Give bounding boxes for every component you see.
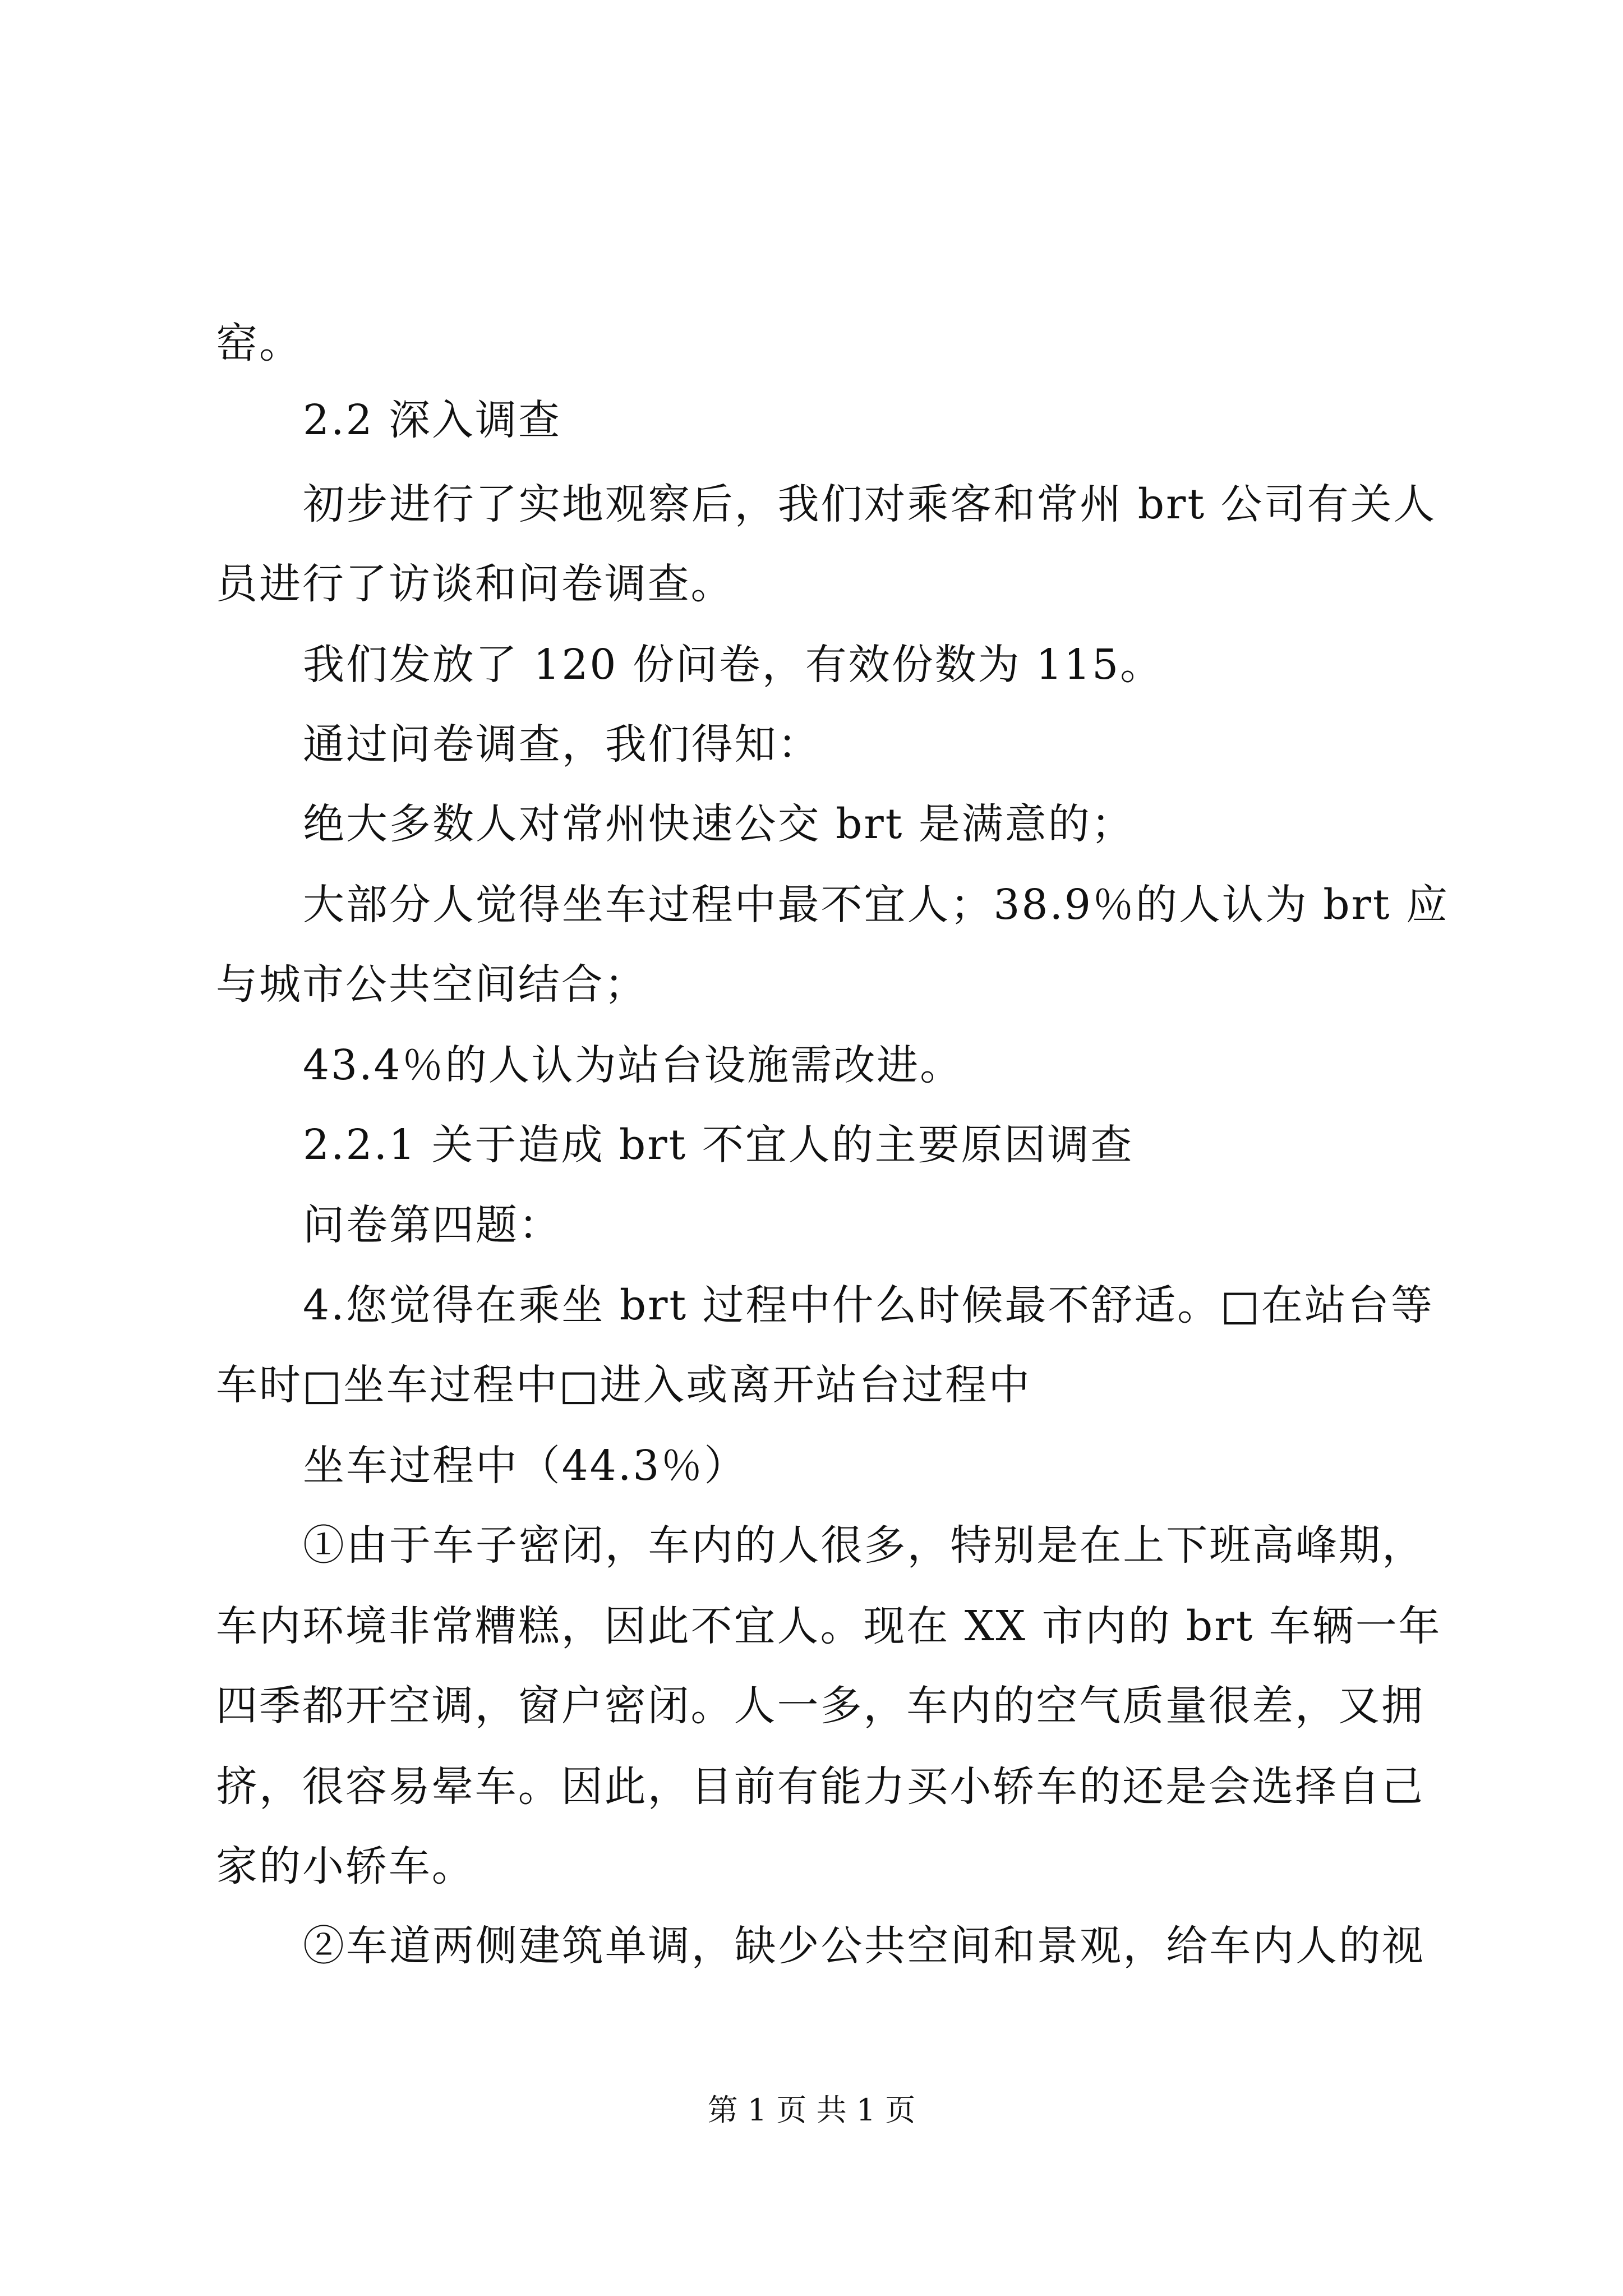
section-heading-2-2-1: 2.2.1 关于造成 brt 不宜人的主要原因调查 [303,1121,1134,1169]
text-line-18: 四季都开空调，窗户密闭。人一多，车内的空气质量很差，又拥 [216,1682,1424,1730]
text-line-3: 初步进行了实地观察后，我们对乘客和常州 brt 公司有关人 [303,480,1437,528]
text-line-5: 我们发放了 120 份问卷，有效份数为 115。 [303,641,1164,689]
text-line-9: 与城市公共空间结合； [216,960,648,1009]
text-line-17: 车内环境非常糟糕，因此不宜人。现在 XX 市内的 brt 车辆一年 [216,1602,1442,1650]
page-footer: 第 1 页 共 1 页 [707,2092,916,2128]
text-line-19: 挤，很容易晕车。因此，目前有能力买小轿车的还是会选择自己 [216,1763,1424,1811]
text-line-6: 通过问卷调查，我们得知： [303,720,821,769]
text-line-14: 车时□坐车过程中□进入或离开站台过程中 [216,1361,1032,1409]
text-line-21: ②车道两侧建筑单调，缺少公共空间和景观，给车内人的视 [303,1922,1425,1970]
text-line-12: 问卷第四题： [303,1201,562,1249]
text-line-8: 大部分人觉得坐车过程中最不宜人；38.9％的人认为 brt 应 [303,881,1450,929]
text-line-16: ①由于车子密闭，车内的人很多，特别是在上下班高峰期， [303,1521,1425,1570]
text-line-4: 员进行了访谈和问卷调查。 [216,560,734,608]
text-line-20: 家的小轿车。 [216,1842,475,1890]
text-line-15: 坐车过程中（44.3％） [303,1442,748,1490]
text-line-13: 4.您觉得在乘坐 brt 过程中什么时候最不舒适。□在站台等 [303,1281,1434,1329]
section-heading-2-2: 2.2 深入调查 [303,396,561,444]
text-line-1: 窑。 [216,319,302,367]
text-line-7: 绝大多数人对常州快速公交 brt 是满意的； [303,800,1135,848]
text-line-10: 43.4％的人认为站台设施需改进。 [303,1041,963,1089]
